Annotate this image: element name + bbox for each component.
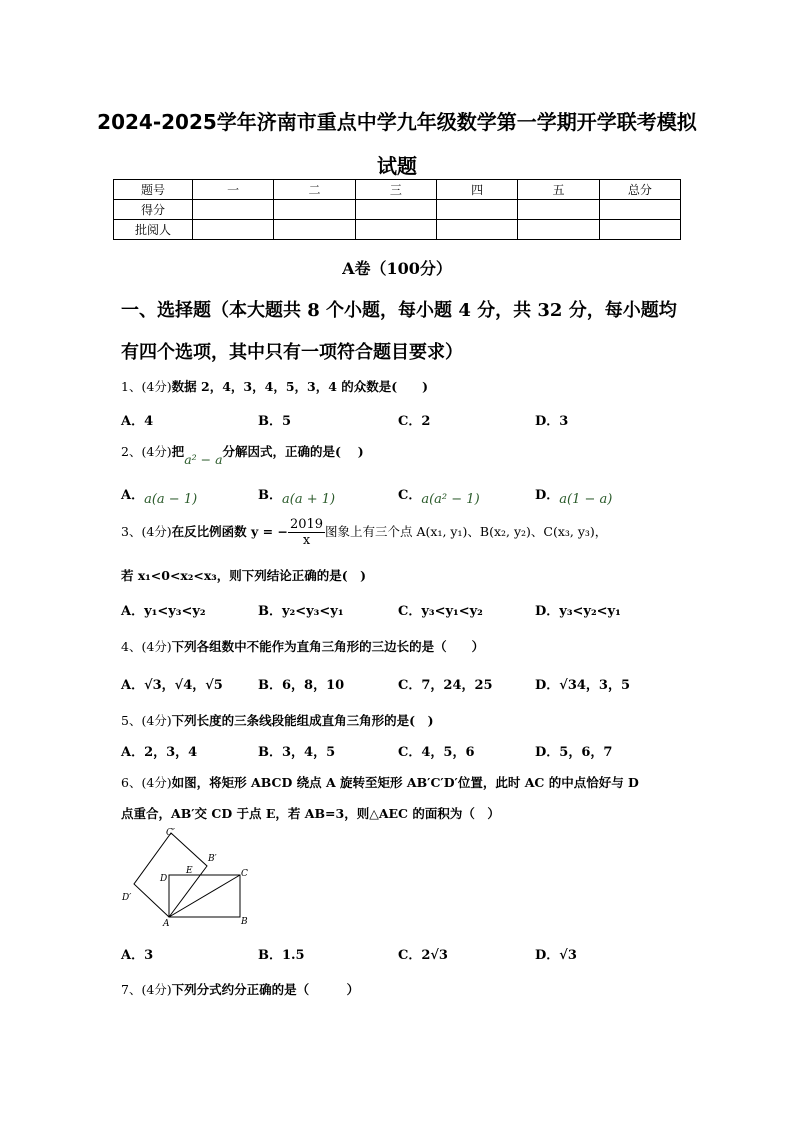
question-text: 下列长度的三条线段能组成直角三角形的是( ): [171, 713, 434, 728]
label-b-prime: B′: [208, 854, 217, 864]
question-number: 2、(4分): [121, 444, 172, 459]
question-text: 分解因式，正确的是( ): [222, 444, 364, 459]
table-cell: 一: [193, 180, 274, 200]
label-d: D: [160, 874, 168, 884]
question-2: [121, 442, 364, 467]
diagonal-ac: [169, 875, 240, 917]
question-7: [121, 980, 359, 998]
math-expression: a(a² − 1): [421, 492, 480, 507]
table-cell[interactable]: [274, 220, 355, 240]
table-cell[interactable]: [193, 200, 274, 220]
table-cell: 三: [355, 180, 436, 200]
table-cell: 二: [274, 180, 355, 200]
option-d[interactable]: D．y₃<y₂<y₁: [535, 604, 621, 619]
question-text: 图象上有三个点 A(x₁, y₁)、B(x₂, y₂)、C(x₃, y₃)，: [325, 524, 608, 539]
math-expression: a(a − 1): [144, 492, 198, 507]
question-text: 如图，将矩形 ABCD 绕点 A 旋转至矩形 AB′C′D′位置，此时 AC 的中点恰好与 D: [171, 775, 639, 790]
question-text: 下列各组数中不能作为直角三角形的三边长的是（ ）: [171, 639, 485, 654]
label-b: B: [241, 917, 248, 927]
question-number: 7、(4分): [121, 982, 172, 997]
question-number: 4、(4分): [121, 639, 172, 654]
option-a[interactable]: A．4: [121, 414, 154, 429]
fraction: [288, 517, 325, 548]
question-4: [121, 637, 484, 655]
option-b[interactable]: B．1.5: [258, 948, 305, 963]
volume-heading: A卷（100分）: [342, 259, 452, 278]
section-heading: 一、选择题（本大题共 8 个小题，每小题 4 分，共 32 分，每小题均: [121, 300, 677, 321]
option-c[interactable]: [398, 484, 480, 507]
question-number: 1、(4分): [121, 379, 172, 394]
option-c[interactable]: C．y₃<y₁<y₂: [398, 604, 483, 619]
question-1: [121, 377, 428, 395]
math-expression: a(1 − a): [559, 492, 613, 507]
question-3-line2: 若 x₁<0<x₂<x₃，则下列结论正确的是( ): [121, 568, 367, 583]
option-d[interactable]: D．√34，3，5: [535, 678, 630, 693]
exam-title-line2: 试题: [377, 154, 417, 178]
option-b[interactable]: B．3，4，5: [258, 745, 336, 760]
score-table: [113, 179, 681, 240]
option-c[interactable]: C．7，24，25: [398, 678, 493, 693]
option-b[interactable]: [258, 484, 336, 507]
option-d[interactable]: D．5，6，7: [535, 745, 613, 760]
math-expression: a² − a: [184, 452, 223, 467]
option-b[interactable]: B．5: [258, 414, 292, 429]
table-cell[interactable]: [436, 200, 517, 220]
question-6-line2: 点重合，AB′交 CD 于点 E，若 AB=3，则△AEC 的面积为（ ）: [121, 806, 500, 821]
math-expression: a(a + 1): [282, 492, 336, 507]
question-number: 3、(4分): [121, 524, 172, 539]
table-cell: 题号: [114, 180, 193, 200]
question-6: [121, 773, 639, 791]
option-a[interactable]: [121, 484, 198, 507]
section-heading-line2: 有四个选项，其中只有一项符合题目要求）: [121, 342, 463, 363]
score-table-header: [114, 180, 681, 200]
table-cell[interactable]: [436, 220, 517, 240]
label-a: A: [163, 919, 170, 928]
option-c[interactable]: C．4，5，6: [398, 745, 475, 760]
table-cell[interactable]: [599, 200, 680, 220]
option-a[interactable]: A．√3，√4，√5: [121, 678, 223, 693]
exam-title: 2024-2025学年济南市重点中学九年级数学第一学期开学联考模拟: [97, 110, 697, 134]
table-cell: 四: [436, 180, 517, 200]
label-c-prime: C′: [166, 828, 175, 838]
option-d[interactable]: D．√3: [535, 948, 577, 963]
option-b[interactable]: B．y₂<y₃<y₁: [258, 604, 344, 619]
table-cell[interactable]: [274, 200, 355, 220]
option-label: A．: [121, 488, 145, 503]
label-e: E: [186, 866, 193, 876]
label-c: C: [241, 869, 248, 879]
table-row: [114, 200, 681, 220]
option-b[interactable]: B．6，8，10: [258, 678, 345, 693]
option-d[interactable]: D．3: [535, 414, 569, 429]
table-cell[interactable]: [355, 200, 436, 220]
fraction-denominator: x: [302, 533, 311, 548]
table-cell[interactable]: [518, 200, 599, 220]
table-cell: 五: [518, 180, 599, 200]
question-text: 把: [171, 444, 185, 459]
option-label: D．: [535, 488, 560, 503]
question-number: 6、(4分): [121, 775, 172, 790]
table-cell[interactable]: [518, 220, 599, 240]
rotated-rectangle-figure: [118, 826, 258, 928]
question-number: 5、(4分): [121, 713, 172, 728]
label-d-prime: D′: [122, 893, 132, 903]
option-a[interactable]: A．y₁<y₃<y₂: [121, 604, 206, 619]
question-3: [121, 517, 607, 548]
table-cell[interactable]: [355, 220, 436, 240]
table-cell: 批阅人: [114, 220, 193, 240]
question-text: 下列分式约分正确的是（ ）: [171, 982, 360, 997]
table-cell: 得分: [114, 200, 193, 220]
option-c[interactable]: C．2: [398, 414, 431, 429]
option-label: B．: [258, 488, 282, 503]
question-text: 在反比例函数 y = −: [171, 524, 288, 539]
option-a[interactable]: A．2，3，4: [121, 745, 198, 760]
table-cell[interactable]: [599, 220, 680, 240]
option-c[interactable]: C．2√3: [398, 948, 448, 963]
table-cell[interactable]: [193, 220, 274, 240]
table-row: [114, 220, 681, 240]
option-d[interactable]: [535, 484, 613, 507]
option-label: C．: [398, 488, 422, 503]
question-text: 数据 2，4，3，4，5，3，4 的众数是( ): [171, 379, 429, 394]
option-a[interactable]: A．3: [121, 948, 154, 963]
table-cell: 总分: [599, 180, 680, 200]
fraction-numerator: 2019: [289, 517, 324, 532]
question-5: [121, 711, 434, 729]
